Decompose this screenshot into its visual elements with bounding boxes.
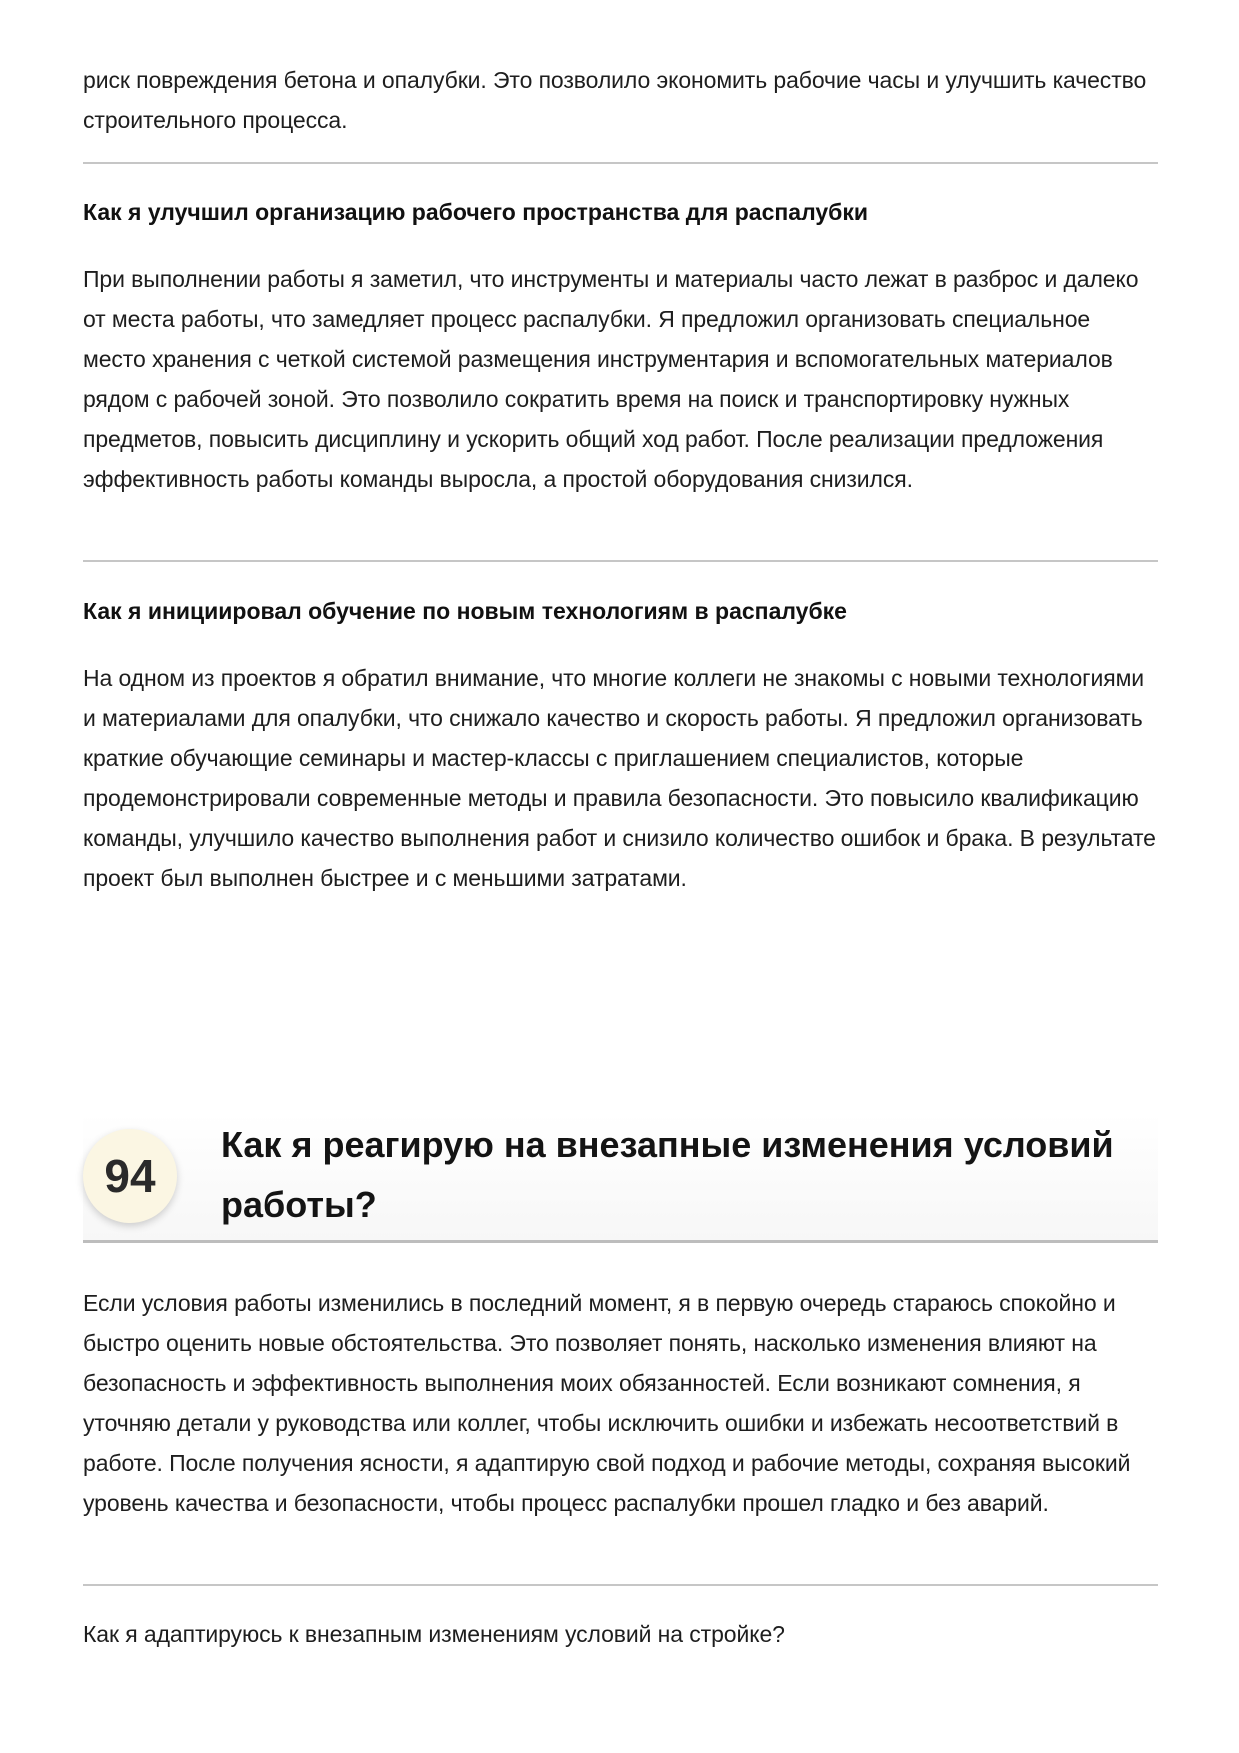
answer-paragraph: Если условия работы изменились в последний момент, я в первую очередь стараюсь спокойно и быстро оценить новые обстоятельства. Это позволяет понять, насколько изменения влияют на безопасность и эффективность выполнения моих обязанностей. Если возникают сомнения, я уточняю детали у руководства или коллег, чтобы исключить ошибки и избежать несоответствий в работе. После получения ясности, я адаптирую свой подход и рабочие методы, сохраняя высокий уровень качества и безопасности, чтобы процесс распалубки прошел гладко и без аварий. — [83, 1290, 1131, 1516]
question-title: Как я реагирую на внезапные изменения условий работы? — [221, 1124, 1114, 1225]
intro-paragraph: риск повреждения бетона и опалубки. Это позволило экономить рабочие часы и улучшить качество строительного процесса. — [83, 67, 1147, 133]
followup-question: Как я адаптируюсь к внезапным изменениям условий на стройке? — [83, 1621, 785, 1647]
organization-paragraph: При выполнении работы я заметил, что инструменты и материалы часто лежат в разброс и далеко от места работы, что замедляет процесс распалубки. Я предложил организовать специальное место хранения с четкой системой размещения инструментария и вспомогательных материалов рядом с рабочей зоной. Это позволило сократить время на поиск и транспортировку нужных предметов, повысить дисциплину и ускорить общий ход работ. После реализации предложения эффективность работы команды выросла, а простой оборудования снизился. — [83, 266, 1139, 492]
divider — [83, 560, 1158, 562]
training-heading: Как я инициировал обучение по новым технологиям в распалубке — [83, 598, 847, 624]
question-number-badge: 94 — [83, 1129, 177, 1223]
divider — [83, 1584, 1158, 1586]
divider — [83, 162, 1158, 164]
training-paragraph: На одном из проектов я обратил внимание, что многие коллеги не знакомы с новыми технологиями и материалами для опалубки, что снижало качество и скорость работы. Я предложил организовать краткие обучающие семинары и мастер-классы с приглашением специалистов, которые продемонстрировали современные методы и правила безопасности. Это повысило квалификацию команды, улучшило качество выполнения работ и снизило количество ошибок и брака. В результате проект был выполнен быстрее и с меньшими затратами. — [83, 665, 1156, 891]
question-header — [83, 1113, 1158, 1243]
organization-heading: Как я улучшил организацию рабочего пространства для распалубки — [83, 199, 869, 225]
